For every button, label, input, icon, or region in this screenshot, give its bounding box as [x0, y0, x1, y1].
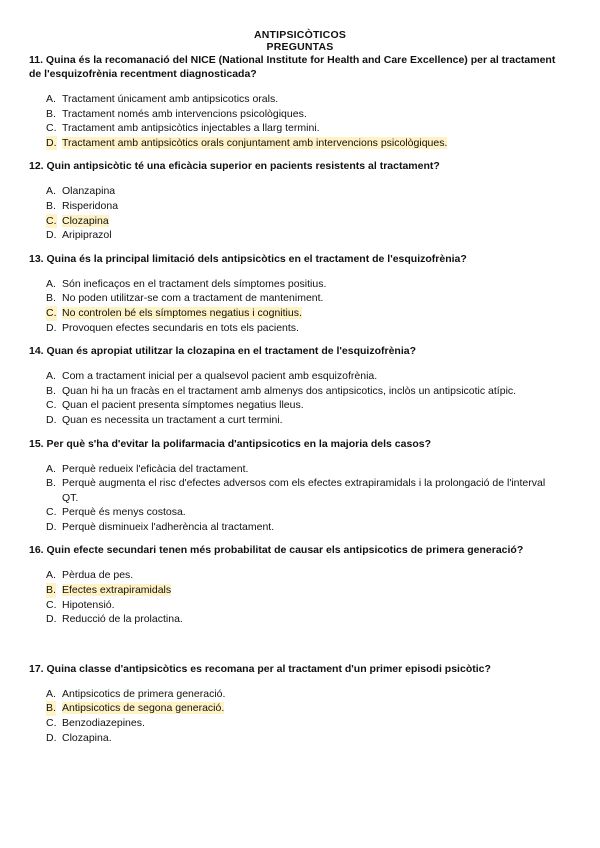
option-letter: B. [46, 584, 56, 597]
option-letter: A. [46, 277, 56, 290]
option-letter: C. [46, 506, 57, 519]
option-text: Com a tractament inicial per a qualsevol pacient amb esquizofrènia. [62, 370, 378, 383]
option-text: Tractament únicament amb antipsicotics orals. [62, 93, 279, 105]
option-text: Perquè redueix l'eficàcia del tractament. [62, 462, 249, 475]
answer-options [0, 277, 600, 335]
option-text: Pèrdua de pes. [62, 569, 134, 582]
option-text: Tractament només amb intervencions psicològiques. [62, 107, 307, 120]
option-letter: C. [46, 122, 57, 135]
answer-option [0, 731, 600, 746]
option-letter: D. [46, 613, 57, 626]
answer-option [0, 701, 600, 716]
option-text: Perquè és menys costosa. [62, 506, 186, 519]
answer-option [0, 598, 600, 613]
option-text: Olanzapina [62, 185, 116, 198]
answer-option [0, 369, 600, 384]
answer-option [0, 214, 600, 229]
highlighted-answer-text: Clozapina [62, 214, 109, 227]
option-text: Perquè augmenta el risc d'efectes adversos com els efectes extrapiramidals i la prolongació de l'interval QT. [62, 477, 546, 504]
option-letter: A. [46, 93, 56, 105]
highlighted-answer-text: No controlen bé els símptomes negatius i cognitius. [62, 306, 302, 319]
answer-option [0, 107, 600, 122]
option-text: Risperidona [62, 199, 119, 212]
option-text: Provoquen efectes secundaris en tots els pacients. [62, 321, 299, 334]
answer-option [0, 462, 600, 477]
option-letter: C. [46, 306, 57, 319]
option-letter: B. [46, 107, 56, 120]
question-block [0, 437, 600, 544]
option-letter: C. [46, 717, 57, 730]
option-text: Antipsicotics de primera generació. [62, 687, 226, 700]
option-text: Tractament amb antipsicòtics injectables a llarg termini. [62, 122, 320, 135]
option-letter: D. [46, 413, 57, 426]
answer-option [0, 291, 600, 306]
question-text: 14. Quan és apropiat utilitzar la clozapina en el tractament de l'esquizofrènia? [29, 345, 417, 358]
answer-options [0, 568, 600, 626]
question-text: 15. Per què s'ha d'evitar la polifarmacia d'antipsicotics en la majoria dels casos? [29, 437, 431, 450]
option-letter: B. [46, 292, 56, 305]
answer-option [0, 228, 600, 243]
answer-option [0, 136, 600, 151]
option-text: Aripiprazol [62, 229, 112, 242]
answer-option [0, 716, 600, 731]
highlighted-answer-text: Antipsicotics de segona generació. [62, 702, 225, 715]
answer-option [0, 306, 600, 321]
answer-option [0, 687, 600, 702]
option-letter: A. [46, 687, 56, 700]
answer-options [0, 687, 600, 745]
answer-option [0, 321, 600, 336]
option-letter: C. [46, 598, 57, 611]
question-text: 17. Quina classe d'antipsicòtics es recomana per al tractament d'un primer episodi psicòtic? [29, 662, 491, 675]
option-letter: D. [46, 520, 57, 533]
highlighted-answer-text: Efectes extrapiramidals [62, 584, 172, 597]
question-text: 13. Quina és la principal limitació dels antipsicòtics en el tractament de l'esquizofrènia? [29, 252, 467, 265]
option-letter: D. [46, 136, 57, 149]
answer-option [0, 398, 600, 413]
highlighted-answer-text: Tractament amb antipsicòtics orals conjuntament amb intervencions psicològiques. [62, 136, 448, 149]
option-letter: A. [46, 185, 56, 198]
question-text: 12. Quin antipsicòtic té una eficàcia superior en pacients resistents al tractament? [29, 160, 440, 173]
answer-option [0, 520, 600, 535]
question-text: 11. Quina és la recomanació del NICE (National Institute for Health and Care Excellence) per al tractament de l'esquizofrènia recentment diagnosticada? [29, 54, 556, 80]
option-text: Hipotensió. [62, 598, 115, 611]
option-letter: A. [46, 462, 56, 475]
question-block [0, 344, 600, 436]
option-text: Reducció de la prolactina. [62, 613, 183, 626]
option-text: Perquè disminueix l'adherència al tractament. [62, 520, 275, 533]
answer-option [0, 568, 600, 583]
option-letter: C. [46, 399, 57, 412]
answer-option [0, 476, 600, 505]
option-letter: D. [46, 321, 57, 334]
answer-option [0, 184, 600, 199]
question-list [0, 53, 600, 754]
option-text: Benzodiazepines. [62, 717, 145, 730]
option-letter: B. [46, 702, 56, 715]
answer-option [0, 199, 600, 214]
answer-options [0, 369, 600, 427]
option-letter: D. [46, 731, 57, 744]
option-text: Quan hi ha un fracàs en el tractament amb almenys dos antipsicotics, inclòs un antipsicotic atípic. [62, 384, 517, 397]
option-text: No poden utilitzar-se com a tractament de manteniment. [62, 292, 324, 305]
option-text: Clozapina. [62, 731, 112, 744]
answer-option [0, 505, 600, 520]
option-letter: A. [46, 569, 56, 582]
answer-option [0, 612, 600, 627]
option-letter: B. [46, 477, 56, 490]
document-subtitle: PREGUNTAS [266, 41, 334, 53]
option-text: Són ineficaços en el tractament dels símptomes positius. [62, 277, 327, 290]
answer-option [0, 277, 600, 292]
question-block [0, 543, 600, 635]
option-letter: B. [46, 384, 56, 397]
option-letter: C. [46, 214, 57, 227]
answer-options [0, 462, 600, 535]
option-text: Quan es necessita un tractament a curt termini. [62, 413, 283, 426]
answer-option [0, 384, 600, 399]
option-letter: B. [46, 199, 56, 212]
document-title: ANTIPSICÒTICOS [253, 29, 347, 41]
answer-options [0, 92, 600, 150]
answer-option [0, 413, 600, 428]
answer-option [0, 92, 600, 107]
option-letter: A. [46, 370, 56, 383]
question-block [0, 662, 600, 754]
answer-option [0, 583, 600, 598]
answer-option [0, 121, 600, 136]
option-text: Quan el pacient presenta símptomes negatius lleus. [62, 399, 304, 412]
spacer [0, 636, 600, 662]
answer-options [0, 184, 600, 242]
question-block [0, 252, 600, 344]
question-block [0, 159, 600, 251]
option-letter: D. [46, 229, 57, 242]
question-text: 16. Quin efecte secundari tenen més probabilitat de causar els antipsicotics de primera generació? [29, 544, 524, 557]
question-block [0, 53, 600, 159]
